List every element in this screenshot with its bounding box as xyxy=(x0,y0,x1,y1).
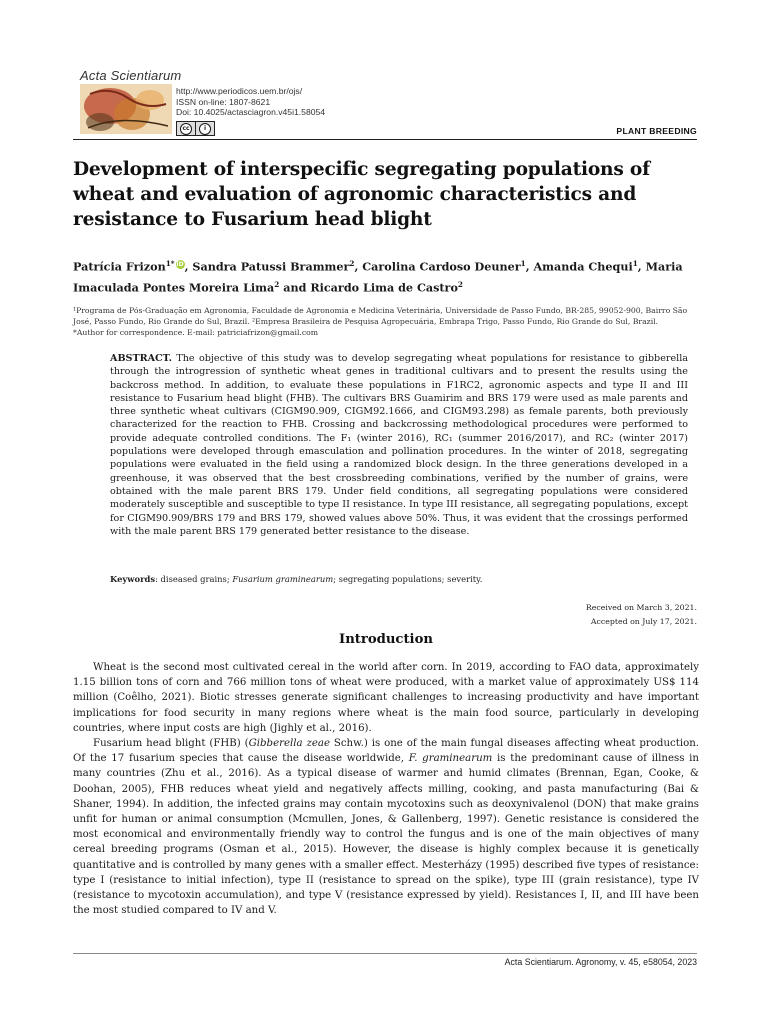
species-name: Gibberella zeae xyxy=(248,738,330,750)
paragraph xyxy=(73,736,699,918)
by-icon: i xyxy=(196,121,215,136)
text-run: Schw.) is one of the main fungal diseases affecting wheat production. Of the 17 fusarium species that cause the disease worldwide, xyxy=(73,738,700,765)
abstract xyxy=(110,352,688,538)
author-sup: 1* xyxy=(165,259,175,268)
introduction-body xyxy=(73,660,699,918)
license-badge[interactable] xyxy=(176,121,215,136)
paragraph: Wheat is the second most cultivated cereal in the world after corn. In 2019, according to FAO data, approximately 1.15 billion tons of corn and 766 million tons of wheat were produced, with a market value of approximately US$ 114 million (Coêlho, 2021). Biotic stresses generate significant challenges to increasing productivity and have important implications for food security in many regions where wheat is the main food source, particularly in developing countries, where input costs are high (Jighly et al., 2016). xyxy=(73,662,699,734)
journal-metadata xyxy=(176,86,325,118)
article-dates xyxy=(586,601,697,629)
text-run: Fusarium head blight (FHB) ( xyxy=(93,738,249,750)
author-sup: 2 xyxy=(349,259,355,268)
author-name: Carolina Cardoso Deuner xyxy=(362,259,521,274)
journal-logo-text: Acta Scientiarum xyxy=(80,68,182,83)
author-sup: 1 xyxy=(632,259,638,268)
journal-logo-image xyxy=(80,84,172,134)
page-footer: Acta Scientiarum. Agronomy, v. 45, e58054, 2023 xyxy=(504,957,697,967)
affiliation-text: ¹Programa de Pós-Graduação em Agronomia, Faculdade de Agronomia e Medicina Veterinária, Universidade de Passo Fundo, BR-285, 99052-900, Bairro São José, Passo Fundo, Rio Grande do Sul, Brazil. ²Empresa Brasileira de Pesquisa Agropecuária, Embrapa Trigo, Passo Fundo, Rio Grande do Sul, Brazil. xyxy=(73,306,688,326)
keywords-label: Keywords xyxy=(110,574,156,584)
correspondence-text: *Author for correspondence. E-mail: patriciafrizon@gmail.com xyxy=(73,328,319,337)
footer-divider xyxy=(73,953,697,954)
species-name: F. graminearum xyxy=(408,753,493,765)
accepted-date: Accepted on July 17, 2021. xyxy=(590,617,697,626)
author-list: Patrícia Frizon$^{1*}$ iD, Sandra Patussi Brammer$^2$, Carolina Cardoso Deuner$^1$, Amanda Chequi$^1$, Maria Imaculada Pontes Moreira Lima$^2$ and Ricardo Lima de Castro$^2$ xyxy=(73,259,683,295)
journal-url[interactable]: http://www.periodicos.uem.br/ojs/ xyxy=(176,86,303,96)
section-heading-introduction: Introduction xyxy=(339,632,433,647)
author-name: Ricardo Lima de Castro xyxy=(310,280,458,295)
logo-artwork xyxy=(80,84,172,134)
affiliations xyxy=(73,305,699,338)
article-title: Development of interspecific segregating populations of wheat and evaluation of agronomic characteristics and resistance to Fusarium head blight xyxy=(73,159,650,230)
author-name: Amanda Chequi xyxy=(533,259,633,274)
doi-text[interactable]: Doi: 10.4025/actasciagron.v45i1.58054 xyxy=(176,107,326,118)
header-divider xyxy=(73,139,697,140)
author-sup: 2 xyxy=(457,279,463,289)
text-run: is the predominant cause of illness in many countries (Zhu et al., 2016). As a typical disease of warmer and humid climates (Brennan, Egan, Cooke, & Doohan, 2005), FHB reduces wheat yield and negatively affects milling, cooking, and pasta manufacturing (Bai & Shaner, 1994). In addition, the infected grains may contain mycotoxins such as deoxynivalenol (DON) that make grains unfit for human or animal consumption (Mcmullen, Jones, & Gallenberg, 1997). Genetic resistance is considered the most economical and environmentally friendly way to control the fungus and is one of the main objectives of many cereal breeding programs (Osman et al., 2015). However, the disease is highly complex because it is genetically quantitative and is controlled by many genes with a smaller effect. Mesterházy (1995) described five types of resistance: type I (resistance to initial infection), type II (resistance to spread on the spike), type III (grain resistance), type IV (resistance to mycotoxin accumulation), and type V (resistance expressed by yield). Resistances I, II, and III have been the most studied compared to IV and V. xyxy=(73,753,699,917)
received-date: Received on March 3, 2021. xyxy=(585,603,697,612)
section-label: PLANT BREEDING xyxy=(616,126,697,136)
keywords-text: : diseased grains; xyxy=(155,574,233,584)
keywords xyxy=(110,574,688,584)
author-name: Maria Imaculada Pontes Moreira Lima xyxy=(73,259,683,295)
author-name: Sandra Patussi Brammer xyxy=(192,259,350,274)
orcid-icon[interactable]: iD xyxy=(176,261,184,268)
author-sup: 2 xyxy=(274,279,280,289)
cc-icon: cc xyxy=(176,121,196,136)
author-name: Patrícia Frizon xyxy=(73,259,166,274)
keywords-italic: Fusarium graminearum xyxy=(232,574,334,584)
keywords-text-end: ; segregating populations; severity. xyxy=(333,574,483,584)
abstract-label: ABSTRACT. xyxy=(110,353,172,364)
abstract-text: The objective of this study was to develop segregating wheat populations for resistance to gibberella through the introgression of synthetic wheat genes in traditional cultivars and to present the results using the backcross method. In addition, to evaluate these populations in F1RC2, agronomic aspects and type II and III resistance to Fusarium head blight (FHB). The cultivars BRS Guamirim and BRS 179 were used as male parents and three synthetic wheat cultivars (CIGM90.909, CIGM92.1666, and CIGM93.298) as female parents, both previously characterized for the reaction to FHB. Crossing and backcrossing methodological procedures were performed to provide adequate controlled conditions. The F₁ (winter 2016), RC₁ (summer 2016/2017), and RC₂ (winter 2017) populations were developed through emasculation and pollination procedures. In the winter of 2018, segregating populations were evaluated in the field using a randomized block design. In the three generations developed in a greenhouse, it was observed that the best crossbreeding combinations, verified by the number of grains, were obtained with the male parent BRS 179. Under field conditions, all segregating populations were considered moderately susceptible and susceptible to type II resistance. In type III resistance, all segregating populations, except for CIGM90.909/BRS 179 and BRS 179, showed values above 50%. Thus, it was evident that the crossings performed with the male parent BRS 179 generated better resistance to the disease. xyxy=(110,353,688,537)
author-sup: 1 xyxy=(520,259,526,268)
issn-text: ISSN on-line: 1807-8621 xyxy=(176,96,271,107)
